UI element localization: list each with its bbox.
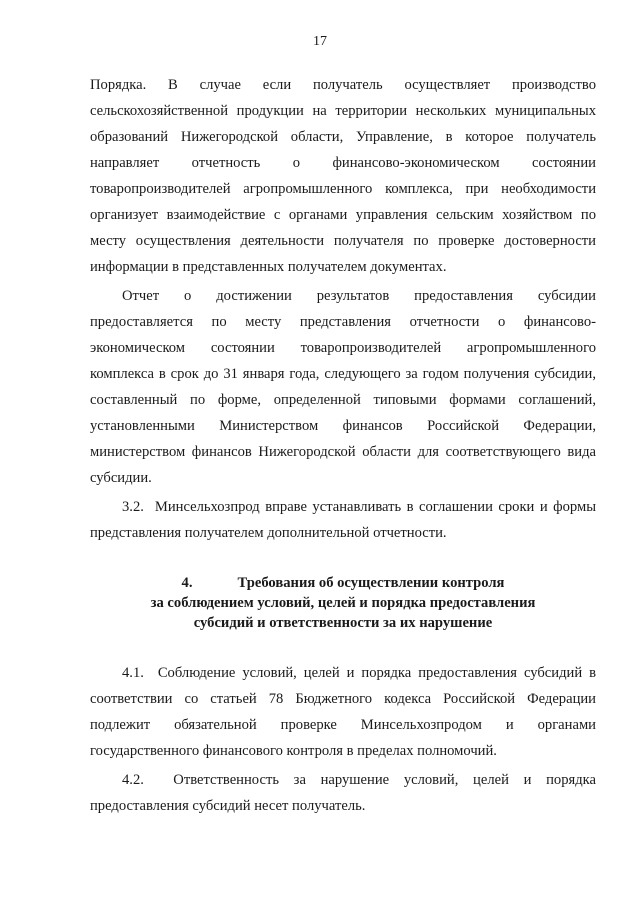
section-number: 4. xyxy=(181,575,193,591)
document-body xyxy=(90,72,596,819)
section-title-line-3: субсидий и ответственности за их нарушение xyxy=(193,615,493,631)
section-title-line-2: за соблюдением условий, целей и порядка предоставления xyxy=(150,595,536,611)
page-number: 17 xyxy=(313,34,327,49)
paragraph-3-2: 3.2. Минсельхозпрод вправе устанавливать в соглашении сроки и формы представления получателем дополнительной отчетности. xyxy=(90,499,596,541)
section-title-line-1: Требования об осуществлении контроля xyxy=(237,575,505,591)
section-heading-line-1 xyxy=(90,573,596,593)
paragraph-continuation: Порядка. В случае если получатель осуществляет производство сельскохозяйственной продукции на территории нескольких муниципальных образований Нижегородской области, Управление, в которое получатель направляет отчетность о финансово-экономическом состоянии товаропроизводителей агропромышленного комплекса, при необходимости организует взаимодействие с органами управления сельским хозяйством по месту осуществления деятельности получателя по проверке достоверности информации в представленных получателем документах. xyxy=(90,77,596,275)
section-heading xyxy=(90,573,596,633)
paragraph-report: Отчет о достижении результатов предоставления субсидии предоставляется по месту представления отчетности о финансово-экономическом состоянии товаропроизводителей агропромышленного комплекса в срок до 31 января года, следующего за годом получения субсидии, составленный по форме, определенной типовыми формами соглашений, установленными Министерством финансов Российской Федерации, министерством финансов Нижегородской области для соответствующего вида субсидии. xyxy=(90,288,596,486)
paragraph-4-2: 4.2. Ответственность за нарушение условий, целей и порядка предоставления субсидий несет получатель. xyxy=(90,772,596,814)
paragraph-4-1: 4.1. Соблюдение условий, целей и порядка предоставления субсидий в соответствии со статьей 78 Бюджетного кодекса Российской Федерации подлежит обязательной проверке Минсельхозпродом и органами государственного финансового контроля в пределах полномочий. xyxy=(90,665,596,759)
